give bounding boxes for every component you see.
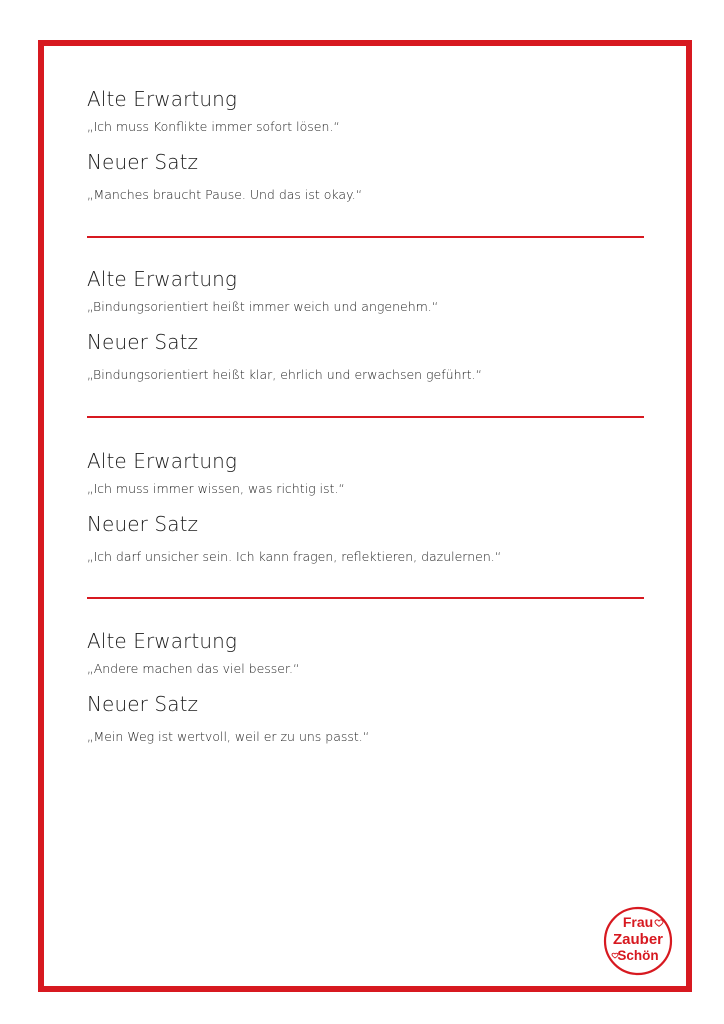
- old-expectation-heading: Alte Erwartung: [87, 629, 238, 653]
- new-sentence-quote: „Mein Weg ist wertvoll, weil er zu uns passt.“: [87, 729, 370, 744]
- old-expectation-quote: „Ich muss Konflikte immer sofort lösen.“: [87, 119, 340, 134]
- new-sentence-quote: „Ich darf unsicher sein. Ich kann fragen, reflektieren, dazulernen.“: [87, 549, 502, 564]
- old-expectation-quote: „Andere machen das viel besser.“: [87, 661, 300, 676]
- section-divider: [87, 236, 644, 238]
- frau-zauber-schoen-logo: [602, 905, 674, 977]
- new-sentence-quote: „Manches braucht Pause. Und das ist okay.“: [87, 187, 363, 202]
- logo-line-1: Frau: [622, 914, 654, 930]
- old-expectation-heading: Alte Erwartung: [87, 87, 238, 111]
- logo-line-3: Schön: [617, 948, 659, 963]
- section-divider: [87, 416, 644, 418]
- old-expectation-heading: Alte Erwartung: [87, 449, 238, 473]
- old-expectation-heading: Alte Erwartung: [87, 267, 238, 291]
- new-sentence-quote: „Bindungsorientiert heißt klar, ehrlich und erwachsen geführt.“: [87, 367, 482, 382]
- section-divider: [87, 597, 644, 599]
- new-sentence-heading: Neuer Satz: [87, 330, 199, 354]
- old-expectation-quote: „Ich muss immer wissen, was richtig ist.“: [87, 481, 345, 496]
- old-expectation-quote: „Bindungsorientiert heißt immer weich und angenehm.“: [87, 299, 439, 314]
- new-sentence-heading: Neuer Satz: [87, 692, 199, 716]
- logo-line-2: Zauber: [612, 931, 664, 948]
- new-sentence-heading: Neuer Satz: [87, 150, 199, 174]
- new-sentence-heading: Neuer Satz: [87, 512, 199, 536]
